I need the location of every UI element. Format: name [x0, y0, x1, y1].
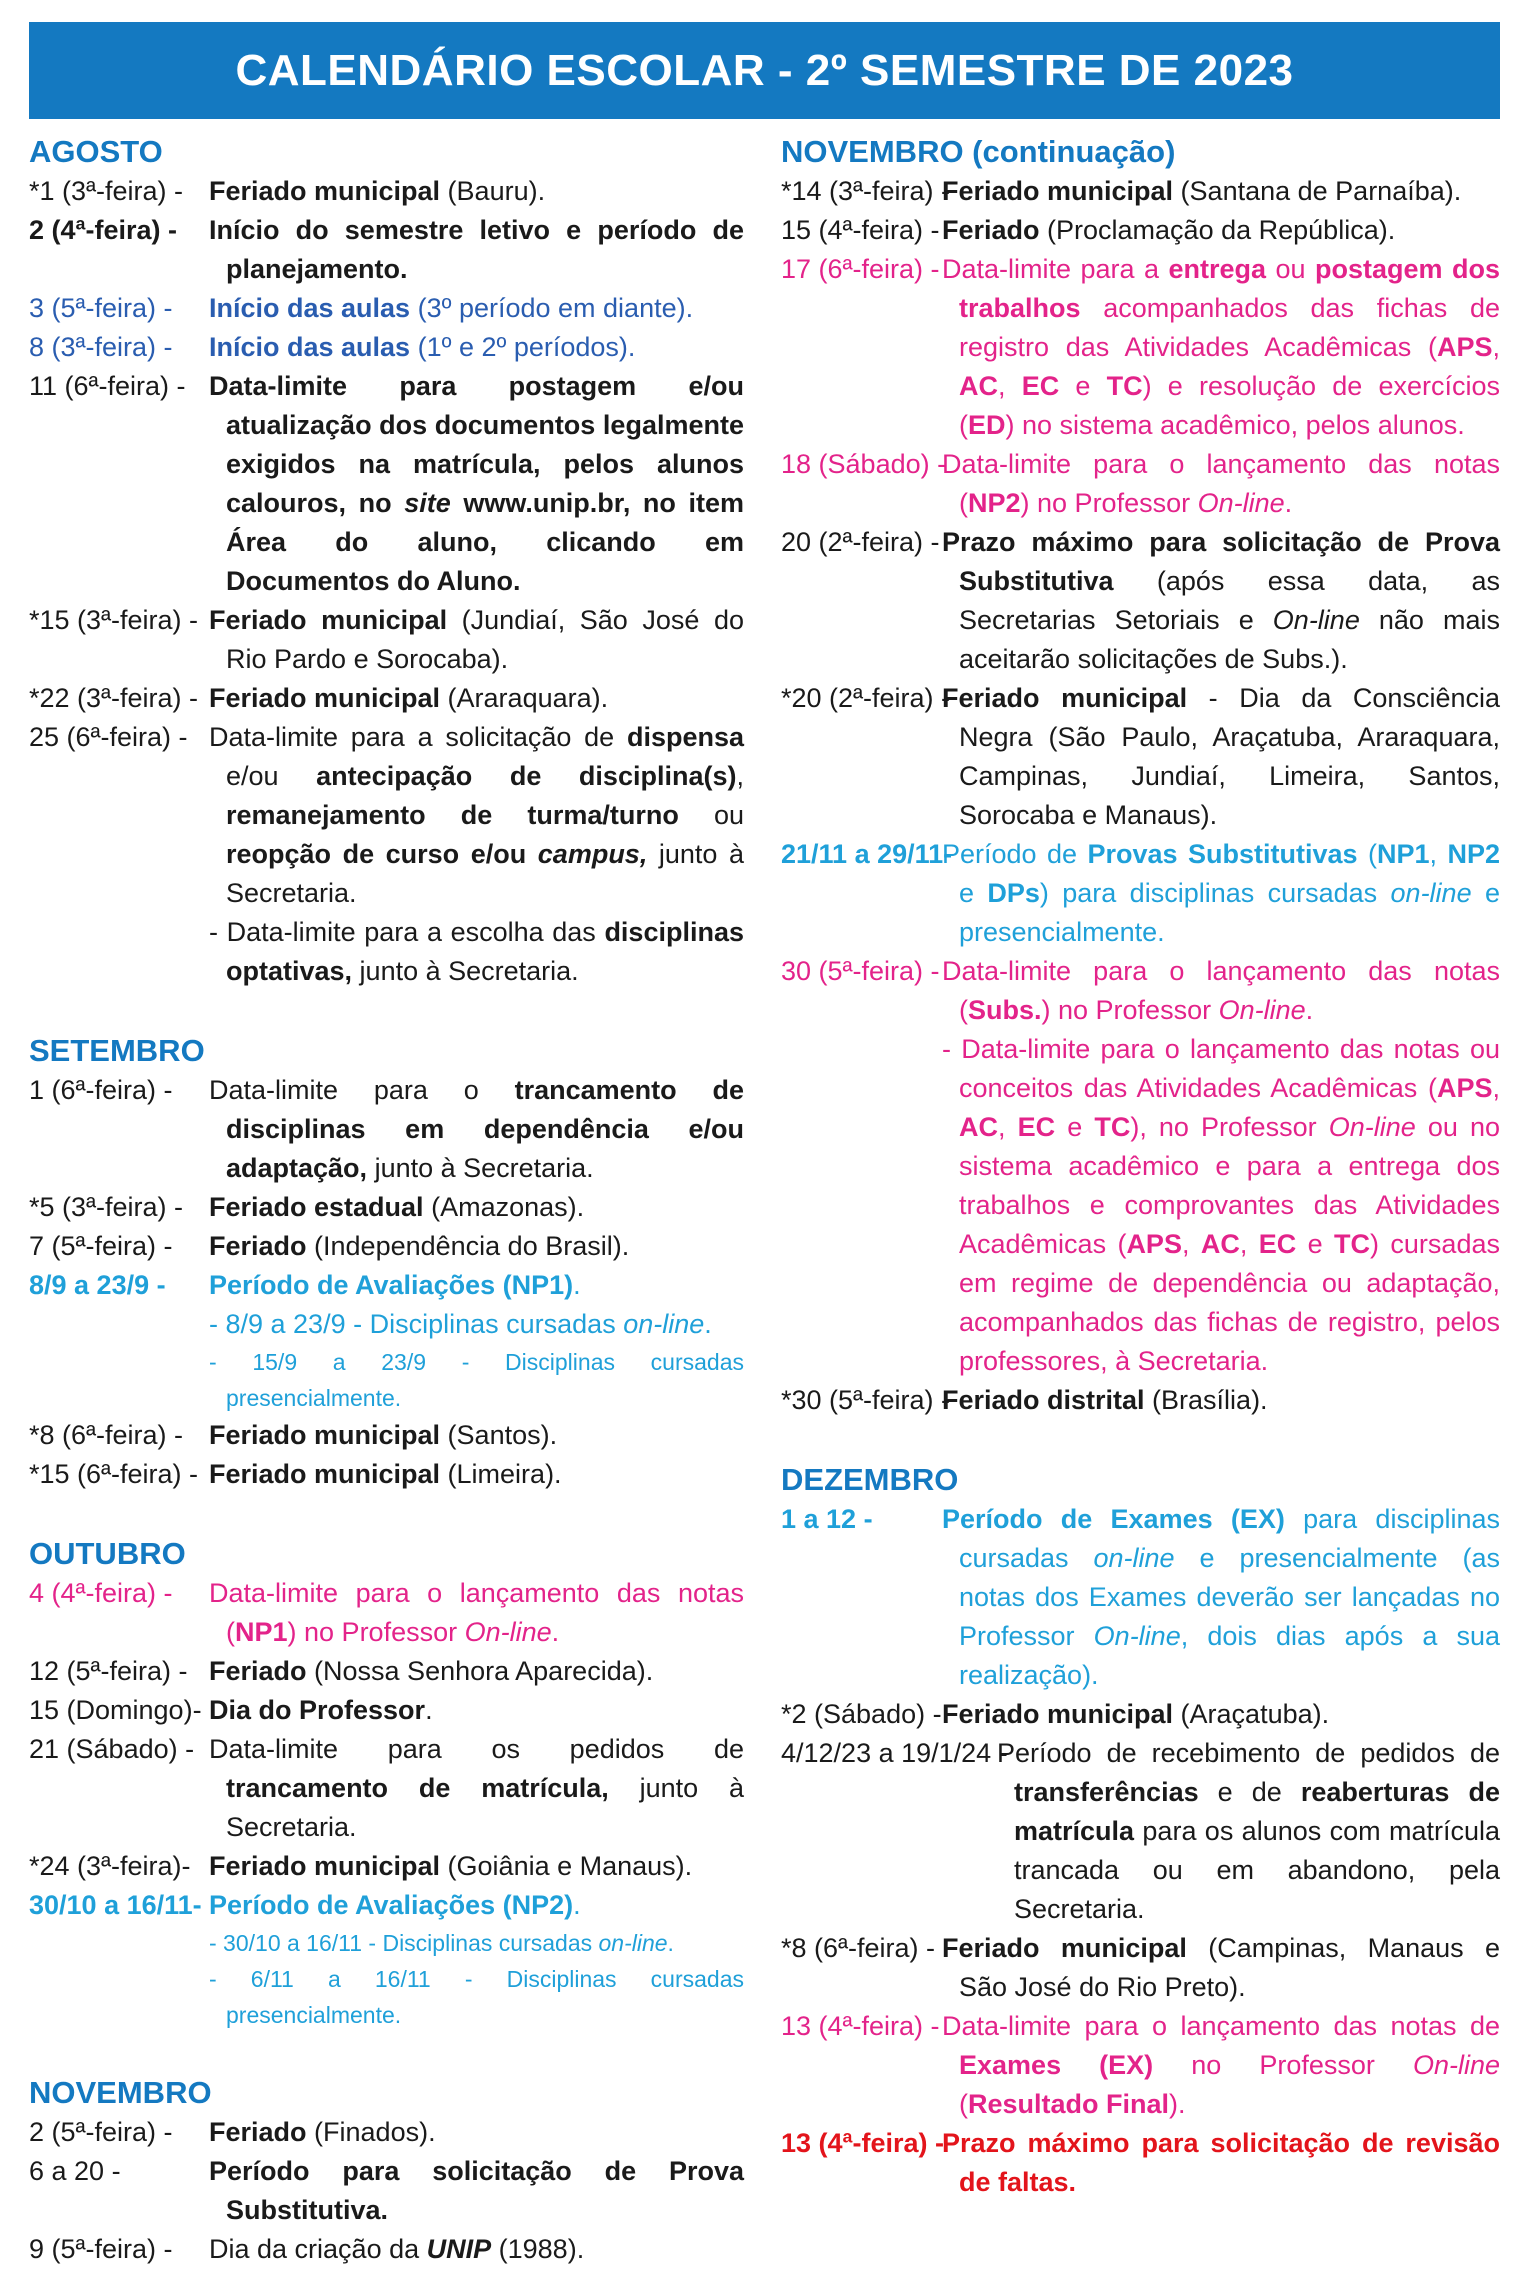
entry-text-segment: e de — [1198, 1777, 1301, 1807]
calendar-entry — [29, 289, 744, 328]
entry-date: *15 (6ª-feira) - — [29, 1459, 199, 1489]
entry-text-segment: On-line — [1272, 605, 1360, 635]
entry-text-segment: NP2 — [1447, 839, 1500, 869]
entry-date: 1 a 12 - — [781, 1504, 873, 1534]
entry-text-segment: junto à Secretaria. — [226, 839, 744, 908]
entry-text-segment: ) no Professor — [1020, 488, 1198, 518]
entry-text — [932, 835, 1500, 952]
entry-text — [932, 523, 1500, 679]
entry-text-segment: - 15/9 a 23/9 - Disciplinas cursadas presencialmente. — [209, 1349, 744, 1411]
entry-date: 1 (6ª-feira) - — [29, 1075, 173, 1105]
entry-text-segment: NP1 — [1376, 839, 1430, 869]
entry-text-segment: site — [404, 488, 451, 518]
entry-text — [199, 289, 744, 328]
entry-text — [199, 679, 744, 718]
entry-text-segment: trancamento de disciplinas em dependência e/ou adaptação, — [226, 1075, 744, 1183]
entry-text-segment: Feriado municipal — [209, 1851, 441, 1881]
entry-text-segment: Data-limite para a solicitação de — [209, 722, 627, 752]
entry-text-segment: e — [1055, 1112, 1095, 1142]
entry-text-segment: Feriado — [209, 1656, 307, 1686]
entry-text — [199, 1925, 744, 1961]
entry-text — [199, 1730, 744, 1847]
entry-date: 13 (4ª-feira) - — [781, 2011, 940, 2041]
calendar-entry — [29, 601, 744, 679]
entry-date: 15 (4ª-feira) - — [781, 215, 940, 245]
entry-text — [199, 1188, 744, 1227]
entry-text-segment: . — [551, 1617, 560, 1647]
entry-text-segment: Feriado — [209, 1231, 307, 1261]
entry-text-segment: Prazo máximo para solicitação de Prova Substitutiva — [942, 527, 1500, 596]
entry-date: 8/9 a 23/9 - — [29, 1270, 166, 1300]
entry-date: *8 (6ª-feira) - — [781, 1933, 936, 1963]
entry-text — [199, 1305, 744, 1344]
entry-text-segment: junto à Secretaria. — [367, 1153, 594, 1183]
entry-text-segment: para disciplinas cursadas — [959, 1504, 1500, 1573]
calendar-entry — [29, 1455, 744, 1494]
entry-text-segment: EC — [1258, 1229, 1297, 1259]
entry-text-segment: ( — [1357, 839, 1377, 869]
entry-text-segment: Data-limite para o lançamento das notas ( — [209, 1578, 744, 1647]
entry-text-segment: , — [1429, 839, 1448, 869]
entry-text — [199, 1455, 744, 1494]
entry-text-segment: Feriado municipal — [942, 1699, 1174, 1729]
entry-text-segment: ) no Professor — [287, 1617, 465, 1647]
calendar-entry — [781, 172, 1500, 211]
entry-text-segment: . — [1284, 488, 1293, 518]
entry-date: 4 (4ª-feira) - — [29, 1578, 173, 1608]
entry-text-segment: Subs. — [968, 995, 1042, 1025]
entry-date: 13 (4ª-feira) - — [781, 2128, 945, 2158]
entry-text — [199, 2230, 744, 2269]
calendar-entry — [29, 679, 744, 718]
calendar-entry — [781, 445, 1500, 523]
month-heading: SETEMBRO — [29, 1033, 205, 1068]
calendar-entry — [781, 2007, 1500, 2124]
entry-text-segment: Período de Avaliações (NP2) — [209, 1890, 574, 1920]
calendar-entry — [29, 1227, 744, 1266]
entry-text-segment: (1988). — [491, 2234, 585, 2264]
entry-date: 3 (5ª-feira) - — [29, 293, 173, 323]
calendar-entry — [781, 1381, 1500, 1420]
calendar-entry — [29, 1730, 744, 1847]
calendar-entry — [29, 1847, 744, 1886]
entry-text-segment: - 30/10 a 16/11 - Disciplinas cursadas — [209, 1930, 599, 1956]
entry-text-segment: Período de Exames (EX) — [942, 1504, 1285, 1534]
entry-text-segment: . — [425, 1695, 433, 1725]
calendar-entry — [29, 913, 744, 991]
entry-text-segment: Resultado Final — [968, 2089, 1170, 2119]
entry-text — [199, 1416, 744, 1455]
entry-text-segment: Data-limite para postagem e/ou atualização dos documentos legalmente exigidos na matrícula, pelos alunos calouros, no — [209, 371, 744, 518]
entry-text-segment: . — [573, 1890, 581, 1920]
calendar-entry — [29, 1574, 744, 1652]
entry-date: 12 (5ª-feira) - — [29, 1656, 188, 1686]
entry-text-segment: , — [736, 761, 744, 791]
entry-text-segment: EC — [1017, 1112, 1056, 1142]
entry-text — [932, 2007, 1500, 2124]
entry-text-segment: Dia da criação da — [209, 2234, 427, 2264]
entry-text-segment: - Data-limite para a escolha das — [209, 917, 605, 947]
entry-date: 30 (5ª-feira) - — [781, 956, 940, 986]
entry-text-segment: Período para solicitação de Prova Substitutiva. — [209, 2156, 744, 2225]
entry-text-segment: AC — [1200, 1229, 1240, 1259]
entry-date: 21 (Sábado) - — [29, 1734, 195, 1764]
entry-text — [199, 1071, 744, 1188]
entry-text-segment: Início das aulas — [209, 293, 411, 323]
calendar-column-left — [29, 132, 744, 2269]
entry-text-segment: ou — [1266, 254, 1315, 284]
calendar-entry — [29, 1071, 744, 1188]
entry-text-segment: - 6/11 a 16/11 - Disciplinas cursadas presencialmente. — [209, 1966, 744, 2028]
entry-date: *5 (3ª-feira) - — [29, 1192, 184, 1222]
entry-text — [932, 2124, 1500, 2202]
entry-text-segment: e — [1296, 1229, 1335, 1259]
entry-text-segment: - Dia da Consciência Negra (São Paulo, Araçatuba, Araraquara, Campinas, Jundiaí, Limeira, Santos, Sorocaba e Manaus). — [959, 683, 1500, 830]
entry-text-segment: Feriado municipal — [209, 683, 441, 713]
entry-text — [199, 1266, 744, 1305]
entry-text-segment: . — [1305, 995, 1314, 1025]
entry-text-segment: (Finados). — [306, 2117, 436, 2147]
entry-text — [199, 913, 744, 991]
entry-text — [199, 328, 744, 367]
calendar-entry — [29, 1886, 744, 1925]
entry-text-segment: reopção de curso e/ou — [226, 839, 538, 869]
calendar-entry — [29, 1652, 744, 1691]
entry-text-segment: (Goiânia e Manaus). — [440, 1851, 693, 1881]
entry-text — [199, 367, 744, 601]
entry-text-segment: On-line — [1328, 1112, 1416, 1142]
entry-date: 21/11 a 29/11- — [781, 839, 953, 869]
calendar-entry — [29, 328, 744, 367]
entry-date: 4/12/23 a 19/1/24 - — [781, 1738, 1008, 1768]
entry-text-segment: não mais aceitarão solicitações de Subs.). — [959, 605, 1501, 674]
entry-text-segment: Período de recebimento de pedidos de — [997, 1738, 1500, 1768]
entry-text-segment: (após essa data, as Secretarias Setoriais e — [959, 566, 1500, 635]
calendar-entry — [29, 1925, 744, 1961]
entry-text-segment: Prazo máximo para solicitação de revisão de faltas. — [942, 2128, 1500, 2197]
entry-text-segment: Feriado municipal — [209, 605, 448, 635]
entry-text-segment: (Nossa Senhora Aparecida). — [306, 1656, 654, 1686]
calendar-entry — [781, 2124, 1500, 2202]
entry-text-segment: Data-limite para os pedidos de — [209, 1734, 744, 1764]
calendar-entry — [29, 1305, 744, 1344]
entry-text — [932, 1929, 1500, 2007]
entry-text-segment: junto à Secretaria. — [226, 1773, 744, 1842]
entry-text — [932, 679, 1500, 835]
entry-text — [199, 211, 744, 289]
entry-text — [199, 601, 744, 679]
entry-text-segment: ) no Professor — [1041, 995, 1219, 1025]
calendar-entry — [781, 211, 1500, 250]
calendar-entry — [29, 367, 744, 601]
entry-text-segment: e — [959, 878, 988, 908]
entry-date: *30 (5ª-feira) - — [781, 1385, 951, 1415]
entry-text — [199, 1574, 744, 1652]
entry-text-segment: Período de Avaliações (NP1) — [209, 1270, 574, 1300]
entry-text-segment: acompanhados das fichas de registro das Atividades Acadêmicas ( — [959, 293, 1500, 362]
entry-text-segment: . — [704, 1309, 712, 1339]
calendar-entry — [29, 1961, 744, 2033]
entry-text — [199, 1652, 744, 1691]
entry-date: *15 (3ª-feira) - — [29, 605, 199, 635]
calendar-entry — [29, 1416, 744, 1455]
entry-text-segment: Provas Substitutivas — [1087, 839, 1358, 869]
entry-text-segment: TC — [1094, 1112, 1131, 1142]
entry-text — [932, 1381, 1500, 1420]
entry-text-segment: Período de — [942, 839, 1088, 869]
entry-text-segment: Feriado distrital — [942, 1385, 1145, 1415]
entry-text — [199, 1227, 744, 1266]
entry-text — [199, 1847, 744, 1886]
entry-text-segment: entrega — [1168, 254, 1267, 284]
entry-text-segment: TC — [1334, 1229, 1371, 1259]
month-heading: NOVEMBRO (continuação) — [781, 134, 1176, 169]
calendar-entry — [29, 211, 744, 289]
entry-date: *14 (3ª-feira) - — [781, 176, 951, 206]
calendar-entry — [781, 523, 1500, 679]
entry-text-segment: Data-limite para o lançamento das notas ( — [942, 449, 1500, 518]
entry-date: 15 (Domingo)- — [29, 1695, 202, 1725]
entry-date: 2 (4ª-feira) - — [29, 215, 178, 245]
entry-text-segment: - 8/9 a 23/9 - Disciplinas cursadas — [209, 1309, 624, 1339]
entry-text-segment: DPs — [987, 878, 1040, 908]
calendar-entry — [29, 718, 744, 913]
calendar-entry — [29, 172, 744, 211]
month-heading: OUTUBRO — [29, 1536, 186, 1571]
calendar-entry — [29, 1691, 744, 1730]
entry-text — [932, 172, 1500, 211]
entry-date: 18 (Sábado) - — [781, 449, 947, 479]
entry-text-segment: transferências — [1014, 1777, 1199, 1807]
entry-text — [199, 1961, 744, 2033]
entry-text-segment: Data-limite para o lançamento das notas ( — [942, 956, 1500, 1025]
entry-text-segment: remanejamento de turma/turno — [226, 800, 679, 830]
entry-text-segment: e presencialmente. — [959, 878, 1500, 947]
entry-text-segment: Feriado estadual — [209, 1192, 424, 1222]
entry-text-segment: (Santos). — [440, 1420, 558, 1450]
entry-date: 17 (6ª-feira) - — [781, 254, 940, 284]
entry-text-segment: Data-limite para a — [942, 254, 1169, 284]
entry-text-segment: Início do semestre letivo e período de planejamento. — [209, 215, 744, 284]
entry-text-segment: On-line — [464, 1617, 552, 1647]
calendar-entry — [781, 1734, 1500, 1929]
entry-text-segment: antecipação de disciplina(s) — [316, 761, 737, 791]
entry-date: 6 a 20 - — [29, 2156, 121, 2186]
entry-date: *1 (3ª-feira) - — [29, 176, 184, 206]
entry-text — [199, 718, 744, 913]
calendar-entry — [781, 1030, 1500, 1381]
entry-text-segment: Feriado municipal — [209, 1420, 441, 1450]
calendar-entry — [781, 1695, 1500, 1734]
month-heading: NOVEMBRO — [29, 2075, 212, 2110]
entry-text-segment: Feriado municipal — [209, 1459, 441, 1489]
entry-text-segment: postagem dos trabalhos — [959, 254, 1500, 323]
entry-text — [199, 2113, 744, 2152]
entry-text-segment: ou — [678, 800, 744, 830]
entry-text-segment: ) para disciplinas cursadas — [1039, 878, 1391, 908]
entry-text-segment: campus, — [537, 839, 648, 869]
entry-text-segment: ) cursadas em regime de dependência ou adaptação, acompanhados das fichas de registro, pelos professores, à Secretaria. — [959, 1229, 1500, 1376]
entry-text-segment: , — [1492, 332, 1500, 362]
entry-text-segment: , — [1181, 1229, 1201, 1259]
entry-text-segment: APS — [1436, 332, 1493, 362]
entry-text-segment: Feriado municipal — [209, 176, 441, 206]
entry-text-segment: junto à Secretaria. — [352, 956, 579, 986]
entry-text-segment: on-line — [623, 1309, 705, 1339]
entry-date: *20 (2ª-feira) - — [781, 683, 951, 713]
entry-text-segment: para os alunos com matrícula trancada ou em abandono, pela Secretaria. — [1014, 1816, 1500, 1924]
month-heading: AGOSTO — [29, 134, 163, 169]
calendar-entry — [781, 1929, 1500, 2007]
entry-text-segment: On-line — [1197, 488, 1285, 518]
entry-text-segment: . — [667, 1930, 674, 1956]
entry-text — [199, 1691, 744, 1730]
entry-text-segment: AC — [959, 1112, 998, 1142]
entry-text-segment: Data-limite para o lançamento das notas de — [942, 2011, 1500, 2041]
calendar-entry — [781, 1500, 1500, 1695]
entry-text-segment: disciplinas optativas, — [226, 917, 744, 986]
entry-text-segment: EC — [1021, 371, 1060, 401]
entry-text-segment: NP1 — [235, 1617, 288, 1647]
entry-date: 20 (2ª-feira) - — [781, 527, 940, 557]
entry-text — [932, 445, 1500, 523]
entry-text-segment: (Bauru). — [440, 176, 546, 206]
entry-text-segment: Feriado municipal — [942, 176, 1174, 206]
entry-text-segment: , dois dias após a sua realização). — [959, 1621, 1500, 1690]
entry-text-segment: APS — [1126, 1229, 1182, 1259]
entry-text-segment: (Campinas, Manaus e São José do Rio Preto). — [959, 1933, 1500, 2002]
entry-text-segment: , — [998, 1112, 1018, 1142]
entry-text-segment: ) no sistema acadêmico, pelos alunos. — [1005, 410, 1465, 440]
calendar-entry — [29, 2152, 744, 2230]
calendar-entry — [29, 2230, 744, 2269]
entry-text-segment: Data-limite para o — [209, 1075, 515, 1105]
entry-date: 7 (5ª-feira) - — [29, 1231, 173, 1261]
calendar-entry — [781, 250, 1500, 445]
entry-date: *2 (Sábado) - — [781, 1699, 942, 1729]
entry-date: 25 (6ª-feira) - — [29, 722, 188, 752]
entry-text-segment: , — [1492, 1073, 1500, 1103]
entry-date: *24 (3ª-feira)- — [29, 1851, 191, 1881]
entry-text-segment: reaberturas de matrícula — [1014, 1777, 1500, 1846]
entry-text — [932, 211, 1500, 250]
entry-text-segment: ED — [968, 410, 1006, 440]
entry-text — [199, 1344, 744, 1416]
entry-text — [932, 250, 1500, 445]
entry-text-segment: - Data-limite para o lançamento das notas ou conceitos das Atividades Acadêmicas ( — [942, 1034, 1500, 1103]
entry-text-segment: e — [1059, 371, 1107, 401]
entry-text-segment: on-line — [598, 1930, 668, 1956]
entry-text-segment: dispensa — [626, 722, 744, 752]
calendar-entry — [781, 952, 1500, 1030]
entry-date: *22 (3ª-feira) - — [29, 683, 199, 713]
entry-text-segment: www.unip.br, no item Área do aluno, clicando em Documentos do Aluno. — [226, 488, 744, 596]
calendar-column-right — [781, 132, 1500, 2202]
entry-text-segment: (Araraquara). — [440, 683, 609, 713]
calendar-entry — [29, 1266, 744, 1305]
entry-text — [987, 1734, 1500, 1929]
entry-text-segment: ). — [1169, 2089, 1186, 2119]
entry-text-segment: e presencialmente (as notas dos Exames deverão ser lançadas no Professor — [959, 1543, 1501, 1651]
entry-text-segment: AC — [959, 371, 998, 401]
entry-text-segment: Dia do Professor — [209, 1695, 426, 1725]
entry-text-segment: on-line — [1390, 878, 1472, 908]
entry-text — [932, 952, 1500, 1030]
entry-text-segment: (Limeira). — [440, 1459, 562, 1489]
entry-text-segment: ( — [959, 2089, 968, 2119]
entry-date: 8 (3ª-feira) - — [29, 332, 173, 362]
entry-text-segment: (Amazonas). — [423, 1192, 585, 1222]
entry-text — [932, 1030, 1500, 1381]
entry-text — [199, 2152, 744, 2230]
entry-text-segment: Exames (EX) — [959, 2050, 1154, 2080]
entry-text-segment: TC — [1106, 371, 1143, 401]
entry-date: 9 (5ª-feira) - — [29, 2234, 173, 2264]
entry-text-segment: on-line — [1093, 1543, 1175, 1573]
entry-date: *8 (6ª-feira) - — [29, 1420, 184, 1450]
entry-text-segment: (Araçatuba). — [1173, 1699, 1330, 1729]
entry-text-segment: APS — [1436, 1073, 1493, 1103]
entry-text-segment: , — [998, 371, 1022, 401]
entry-text-segment: trancamento de matrícula, — [226, 1773, 609, 1803]
entry-text — [199, 1886, 744, 1925]
entry-text-segment: (Proclamação da República). — [1039, 215, 1396, 245]
entry-text-segment: Feriado — [942, 215, 1040, 245]
entry-text-segment: ), no Professor — [1130, 1112, 1329, 1142]
entry-text-segment: Feriado municipal — [942, 1933, 1187, 1963]
entry-text-segment: Feriado — [209, 2117, 307, 2147]
entry-text-segment: (1º e 2º períodos). — [410, 332, 636, 362]
entry-text-segment: On-line — [1218, 995, 1306, 1025]
calendar-entry — [781, 835, 1500, 952]
calendar-entry — [781, 679, 1500, 835]
entry-text-segment: , — [1239, 1229, 1259, 1259]
entry-text-segment: Feriado municipal — [942, 683, 1188, 713]
entry-text-segment: (Santana de Parnaíba). — [1173, 176, 1462, 206]
entry-date: 2 (5ª-feira) - — [29, 2117, 173, 2147]
entry-text-segment: no Professor — [1153, 2050, 1413, 2080]
calendar-entry — [29, 1188, 744, 1227]
entry-text — [932, 1695, 1500, 1734]
entry-text-segment: On-line — [1412, 2050, 1500, 2080]
entry-text-segment: NP2 — [968, 488, 1021, 518]
entry-date: 30/10 a 16/11- — [29, 1890, 202, 1920]
month-heading: DEZEMBRO — [781, 1462, 959, 1497]
entry-text — [199, 172, 744, 211]
entry-text-segment: (Brasília). — [1144, 1385, 1268, 1415]
page-title: CALENDÁRIO ESCOLAR - 2º SEMESTRE DE 2023 — [29, 22, 1500, 119]
calendar-entry — [29, 2113, 744, 2152]
entry-text-segment: (3º período em diante). — [410, 293, 694, 323]
entry-text-segment: . — [573, 1270, 581, 1300]
entry-text-segment: ou no sistema acadêmico e para a entrega dos trabalhos e comprovantes das Atividades Acadêmicas ( — [959, 1112, 1500, 1259]
entry-text — [932, 1500, 1500, 1695]
entry-text-segment: UNIP — [426, 2234, 492, 2264]
entry-date: 11 (6ª-feira) - — [29, 371, 186, 401]
entry-text-segment: Início das aulas — [209, 332, 411, 362]
entry-text-segment: (Independência do Brasil). — [306, 1231, 630, 1261]
entry-text-segment: On-line — [1093, 1621, 1181, 1651]
entry-text-segment: e/ou — [226, 761, 317, 791]
entry-text-segment: ) e resolução de exercícios ( — [959, 371, 1500, 440]
calendar-entry — [29, 1344, 744, 1416]
entry-text-segment: (Jundiaí, São José do Rio Pardo e Sorocaba). — [226, 605, 745, 674]
